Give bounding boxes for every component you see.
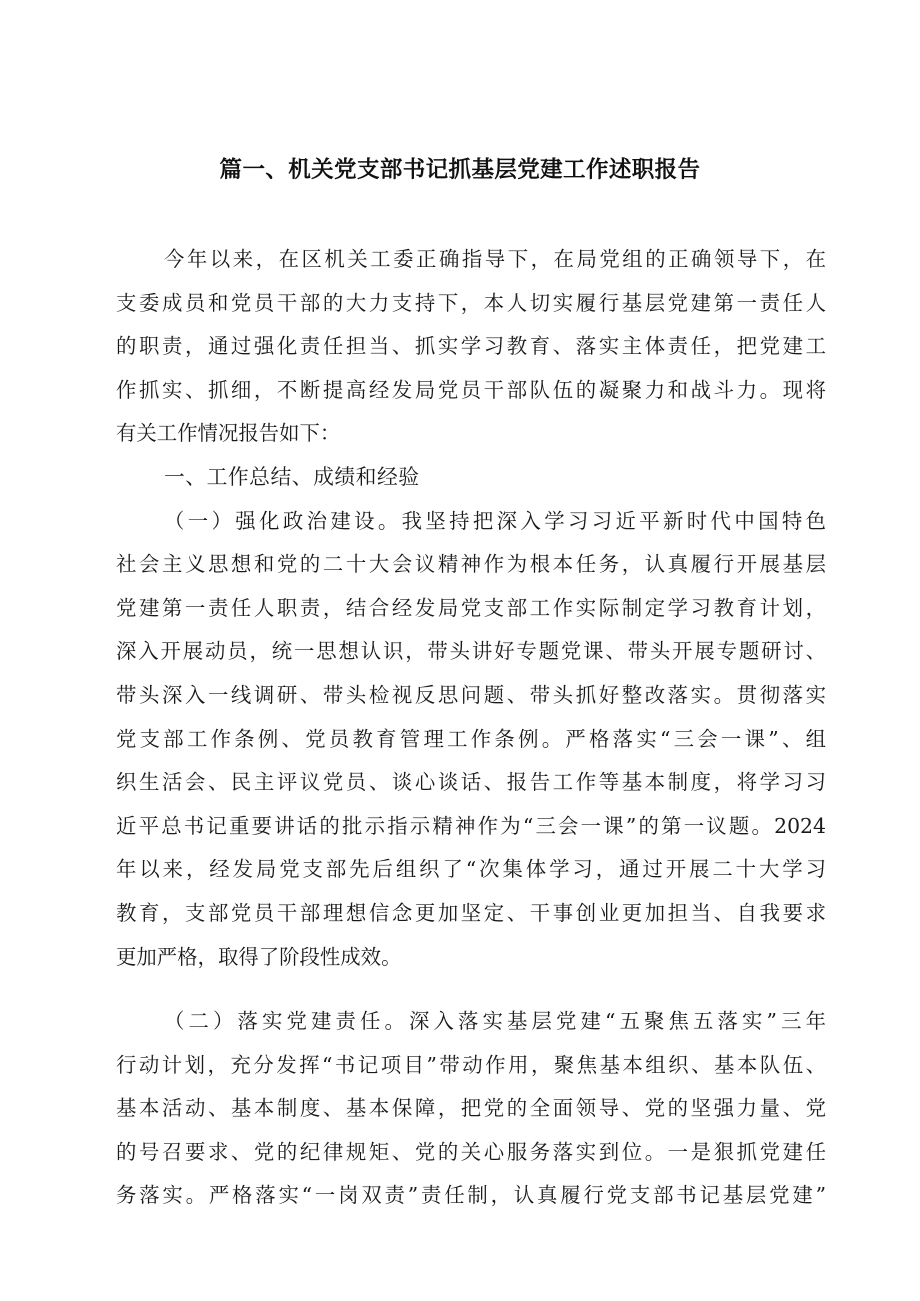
paragraph1-line: 深入开展动员，统一思想认识，带头讲好专题党课、带头开展专题研讨、 bbox=[116, 639, 826, 664]
document-body bbox=[116, 242, 826, 1222]
paragraph2-line: （二）落实党建责任。深入落实基层党建“五聚焦五落实”三年 bbox=[164, 1009, 826, 1034]
section-heading: 一、工作总结、成绩和经验 bbox=[164, 464, 420, 489]
document-title: 篇一、机关党支部书记抓基层党建工作述职报告 bbox=[219, 157, 701, 183]
intro-line: 的职责，通过强化责任担当、抓实学习教育、落实主体责任，把党建工 bbox=[116, 334, 826, 359]
intro-line: 今年以来，在区机关工委正确指导下，在局党组的正确领导下，在 bbox=[164, 247, 826, 271]
intro-line: 有关工作情况报告如下： bbox=[116, 421, 341, 446]
paragraph1-line: 教育，支部党员干部理想信念更加坚定、干事创业更加担当、自我要求 bbox=[116, 900, 826, 925]
paragraph2-line: 的号召要求、党的纪律规矩、党的关心服务落实到位。一是狠抓党建任 bbox=[116, 1139, 826, 1164]
paragraph1-line: 织生活会、民主评议党员、谈心谈话、报告工作等基本制度，将学习习 bbox=[116, 770, 826, 795]
paragraph1-line: 年以来，经发局党支部先后组织了“次集体学习，通过开展二十大学习 bbox=[116, 857, 826, 882]
paragraph1-line: 更加严格，取得了阶段性成效。 bbox=[116, 944, 402, 969]
paragraph1-line: 党建第一责任人职责，结合经发局党支部工作实际制定学习教育计划， bbox=[116, 595, 826, 620]
intro-line: 作抓实、抓细，不断提高经发局党员干部队伍的凝聚力和战斗力。现将 bbox=[116, 377, 826, 402]
paragraph-gap bbox=[116, 983, 826, 1004]
paragraph1-line: 近平总书记重要讲话的批示指示精神作为“三会一课”的第一议题。2024 bbox=[116, 813, 826, 838]
intro-line: 支委成员和党员干部的大力支持下，本人切实履行基层党建第一责任人 bbox=[116, 290, 826, 315]
paragraph2-line: 基本活动、基本制度、基本保障，把党的全面领导、党的坚强力量、党 bbox=[116, 1096, 826, 1121]
paragraph1-line: 社会主义思想和党的二十大会议精神作为根本任务，认真履行开展基层 bbox=[116, 552, 826, 577]
paragraph2-line: 行动计划，充分发挥“书记项目”带动作用，聚焦基本组织、基本队伍、 bbox=[116, 1052, 826, 1077]
paragraph1-line: 党支部工作条例、党员教育管理工作条例。严格落实“三会一课”、组 bbox=[116, 726, 826, 751]
paragraph1-line: （一）强化政治建设。我坚持把深入学习习近平新时代中国特色 bbox=[164, 508, 826, 533]
paragraph1-line: 带头深入一线调研、带头检视反思问题、带头抓好整改落实。贯彻落实 bbox=[116, 682, 826, 707]
paragraph2-line: 务落实。严格落实“一岗双责”责任制，认真履行党支部书记基层党建” bbox=[116, 1183, 826, 1208]
